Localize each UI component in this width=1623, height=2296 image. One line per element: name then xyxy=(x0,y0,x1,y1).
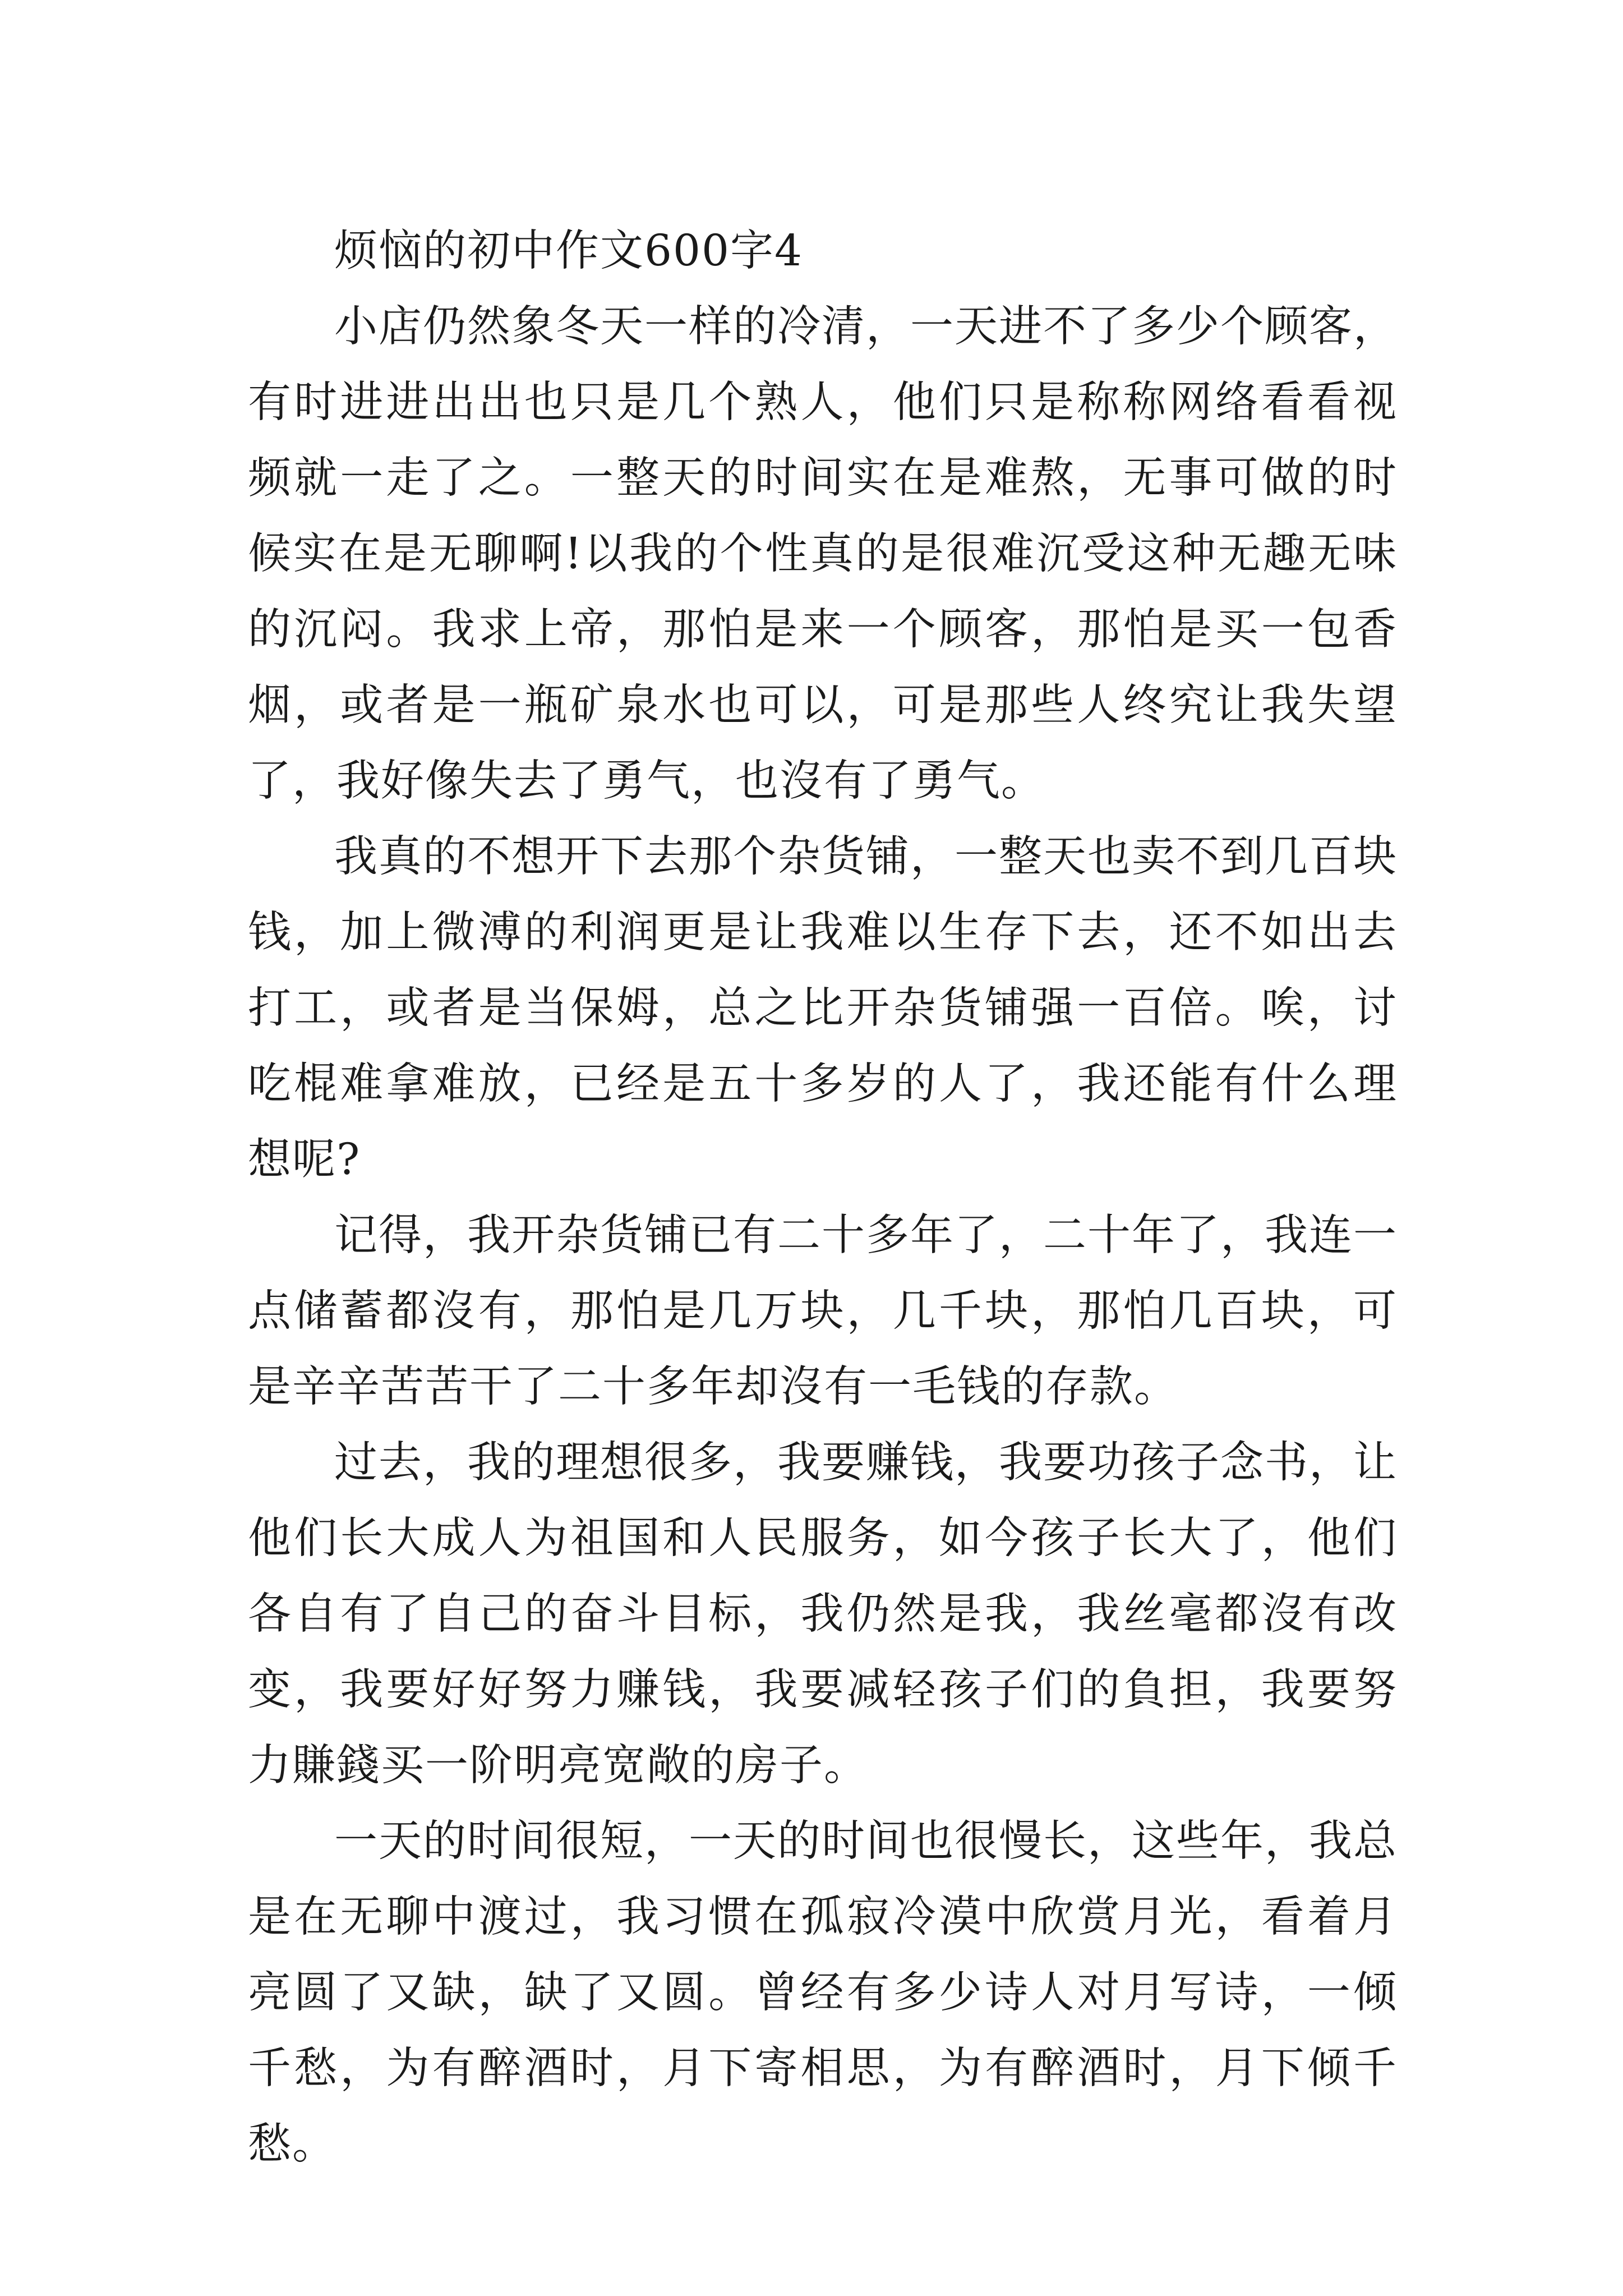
paragraph-1: 小店仍然象冬天一样的冷清，一天进不了多少个顾客，有时进进出出也只是几个熟人，他们只是称称网络看看视频就一走了之。一整天的时间实在是难熬，无事可做的时候实在是无聊啊!以我的个性真的是很难沉受这种无趣无味的沉闷。我求上帝，那怕是来一个顾客，那怕是买一包香烟，或者是一瓶矿泉水也可以，可是那些人终究让我失望了，我好像失去了勇气，也沒有了勇气。 xyxy=(248,302,1398,806)
paragraph-3: 记得，我开杂货铺已有二十多年了，二十年了，我连一点储蓄都沒有，那怕是几万块，几千块，那怕几百块，可是辛辛苦苦干了二十多年却沒有一毛钱的存款。 xyxy=(248,1211,1398,1412)
document-body xyxy=(248,213,1398,2182)
paragraph-4: 过去，我的理想很多，我要赚钱，我要功孩子念书，让他们长大成人为祖国和人民服务，如今孩子长大了，他们各自有了自己的奋斗目标，我仍然是我，我丝毫都沒有改变，我要好好努力赚钱，我要减轻孩子们的負担，我要努力賺錢买一阶明亮宽敞的房子。 xyxy=(248,1438,1398,1791)
paragraph-5: 一天的时间很短，一天的时间也很慢长，这些年，我总是在无聊中渡过，我习惯在孤寂冷漠中欣赏月光，看着月亮圆了又缺，缺了又圆。曾经有多少诗人对月写诗，一倾千愁，为有醉酒时，月下寄相思，为有醉酒时，月下倾千愁。 xyxy=(248,1816,1398,2169)
document-title: 烦恼的初中作文600字4 xyxy=(334,226,803,276)
paragraph-2: 我真的不想开下去那个杂货铺，一整天也卖不到几百块钱，加上微溥的利润更是让我难以生存下去，还不如出去打工，或者是当保姆，总之比开杂货铺强一百倍。唉，讨吃棍难拿难放，已经是五十多岁的人了，我还能有什么理想呢? xyxy=(248,832,1398,1185)
